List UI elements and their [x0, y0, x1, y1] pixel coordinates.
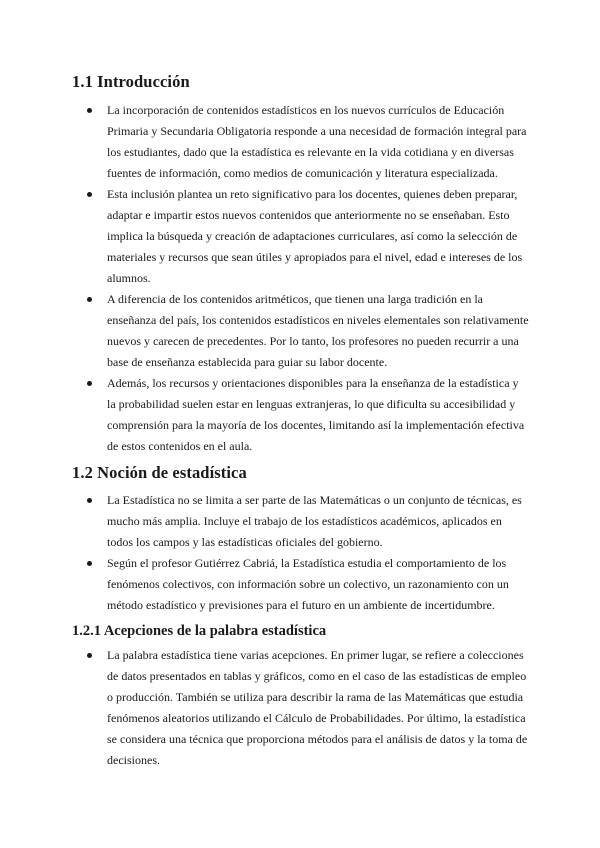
section-acepciones — [72, 622, 530, 771]
bullet-icon — [87, 297, 92, 302]
list-item — [72, 100, 530, 184]
bullet-icon — [87, 498, 92, 503]
list-item-text: La Estadística no se limita a ser parte de las Matemáticas o un conjunto de técnicas, es mucho más amplia. Incluye el trabajo de los estadísticos académicos, aplicados en todos los campos y las estadísticas oficiales del gobierno. — [107, 493, 522, 549]
bullet-icon — [87, 561, 92, 566]
bullet-icon — [87, 381, 92, 386]
section-introduccion — [72, 72, 530, 457]
list-item-text: La palabra estadística tiene varias acepciones. En primer lugar, se refiere a colecciones de datos presentados en tablas y gráficos, como en el caso de las estadísticas de empleo o producción. También se utiliza para describir la rama de las Matemáticas que estudia fenómenos aleatorios utilizando el Cálculo de Probabilidades. Por último, la estadística se considera una técnica que proporciona métodos para el análisis de datos y la toma de decisiones. — [107, 648, 528, 767]
bullet-icon — [87, 108, 92, 113]
section-nocion-estadistica — [72, 463, 530, 616]
list-item — [72, 289, 530, 373]
bullet-icon — [87, 192, 92, 197]
list-item-text: Además, los recursos y orientaciones disponibles para la enseñanza de la estadística y la probabilidad suelen estar en lenguas extranjeras, lo que dificulta su accesibilidad y comprensión para la mayoría de los docentes, limitando así la implementación efectiva de estos contenidos en el aula. — [107, 376, 525, 453]
bullet-list — [72, 645, 530, 771]
section-heading: 1.2 Noción de estadística — [72, 463, 247, 482]
list-item — [72, 184, 530, 289]
list-item — [72, 553, 530, 616]
list-item — [72, 490, 530, 553]
bullet-list — [72, 490, 530, 616]
list-item-text: Según el profesor Gutiérrez Cabriá, la Estadística estudia el comportamiento de los fenómenos colectivos, con información sobre un colectivo, un razonamiento con un método estadístico y previsiones para el futuro en un ambiente de incertidumbre. — [107, 556, 509, 612]
list-item — [72, 645, 530, 771]
list-item-text: Esta inclusión plantea un reto significativo para los docentes, quienes deben preparar, adaptar e impartir estos nuevos contenidos que anteriormente no se enseñaban. Esto implica la búsqueda y creación de adaptaciones curriculares, así como la selección de materiales y recursos que sean útiles y apropiados para el nivel, edad e intereses de los alumnos. — [107, 187, 523, 285]
subsection-heading: 1.2.1 Acepciones de la palabra estadística — [72, 623, 327, 639]
bullet-list — [72, 100, 530, 457]
bullet-icon — [87, 653, 92, 658]
section-heading: 1.1 Introducción — [72, 72, 190, 91]
list-item-text: A diferencia de los contenidos aritméticos, que tienen una larga tradición en la enseñanza del país, los contenidos estadísticos en niveles elementales son relativamente nuevos y carecen de precedentes. Por lo tanto, los profesores no pueden recurrir a una base de enseñanza establecida para guiar su labor docente. — [107, 292, 529, 369]
list-item — [72, 373, 530, 457]
list-item-text: La incorporación de contenidos estadísticos en los nuevos currículos de Educación Primaria y Secundaria Obligatoria responde a una necesidad de formación integral para los estudiantes, dado que la estadística es relevante en la vida cotidiana y en diversas fuentes de información, como medios de comunicación y literatura especializada. — [107, 103, 527, 180]
